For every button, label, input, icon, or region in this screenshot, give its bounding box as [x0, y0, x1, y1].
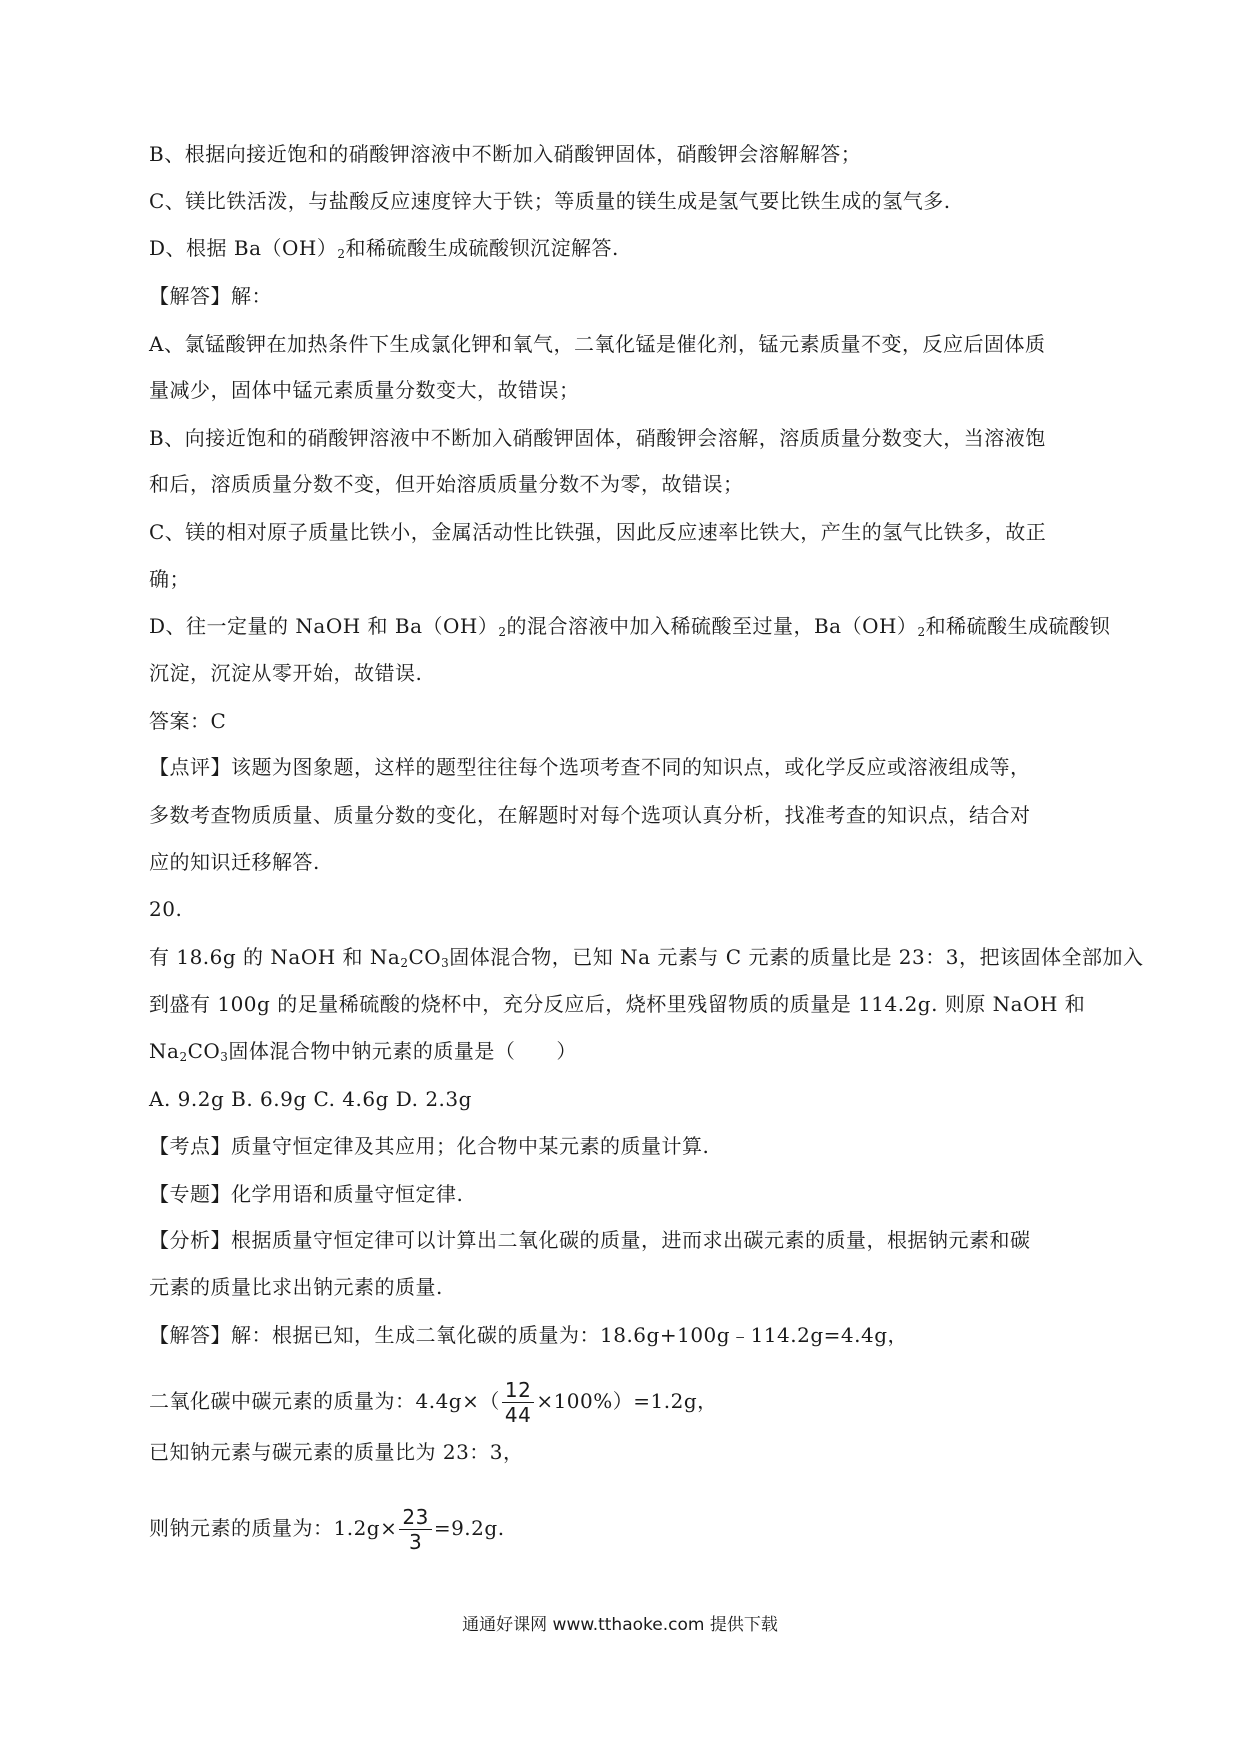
question-number: 20. [149, 897, 183, 921]
solution-heading: 【解答】解： [149, 284, 272, 308]
question-line3: $Na_2CO_3$固体混合物中钠元素的质量是（ ） [149, 1039, 577, 1064]
topic: 【专题】化学用语和质量守恒定律. [149, 1182, 464, 1206]
question-line2: 到盛有 100g 的足量稀硫酸的烧杯中，充分反应后，烧杯里残留物质的质量是 114.2g. 则原 NaOH 和 [149, 992, 1086, 1016]
solution-c-line1: C、镁的相对原子质量比铁小，金属活动性比铁强，因此反应速率比铁大，产生的氢气比铁多，故正 [149, 520, 1047, 544]
question-line1: 有 18.6g 的 NaOH 和 $Na_2CO_3$固体混合物，已知 Na 元素与 C 元素的质量比是 23：3，把该固体全部加入 [149, 945, 1144, 970]
question-options: A. 9.2g B. 6.9g C. 4.6g D. 2.3g [149, 1087, 472, 1111]
solution-line4: 则钠元素的质量为：1.2g× $\frac{23}{3}$ =9.2g. [149, 1505, 505, 1554]
solution-a-line1: A、氯锰酸钾在加热条件下生成氯化钾和氧气，二氧化锰是催化剂，锰元素质量不变，反应后固体质 [149, 332, 1046, 356]
solution-a-line2: 量减少，固体中锰元素质量分数变大，故错误； [149, 378, 580, 402]
comment-line3: 应的知识迁移解答. [149, 850, 320, 874]
solution-line2: 二氧化碳中碳元素的质量为：4.4g×（ $\frac{12}{44}$ ×100%）=1.2g， [149, 1378, 718, 1427]
analysis-d: D、根据 $Ba(OH)_2$和稀硫酸生成硫酸钡沉淀解答. [149, 236, 619, 261]
analysis-c: C、镁比铁活泼，与盐酸反应速度锌大于铁；等质量的镁生成是氢气要比铁生成的氢气多. [149, 189, 951, 213]
analysis-line1: 【分析】根据质量守恒定律可以计算出二氧化碳的质量，进而求出碳元素的质量，根据钠元素和碳 [149, 1228, 1031, 1252]
answer: 答案：C [149, 709, 227, 733]
solution-line1: 【解答】解：根据已知，生成二氧化碳的质量为：18.6g+100g﹣114.2g=4.4g， [149, 1323, 908, 1347]
solution-b-line1: B、向接近饱和的硝酸钾溶液中不断加入硝酸钾固体，硝酸钾会溶解，溶质质量分数变大，当溶液饱 [149, 426, 1046, 450]
solution-c-line2: 确； [149, 567, 190, 591]
comment-line2: 多数考查物质质量、质量分数的变化，在解题时对每个选项认真分析，找准考查的知识点，结合对 [149, 803, 1031, 827]
solution-d-line1: D、往一定量的 NaOH 和 $Ba(OH)_2$的混合溶液中加入稀硫酸至过量，$Ba(OH)_2$和稀硫酸生成硫酸钡 [149, 614, 1111, 639]
analysis-b: B、根据向接近饱和的硝酸钾溶液中不断加入硝酸钾固体，硝酸钾会溶解解答； [149, 142, 862, 166]
fraction-23-3: $\frac{23}{3}$ [399, 1505, 431, 1554]
solution-line3: 已知钠元素与碳元素的质量比为 23：3， [149, 1440, 524, 1464]
comment-line1: 【点评】该题为图象题，这样的题型往往每个选项考查不同的知识点，或化学反应或溶液组成等， [149, 755, 1031, 779]
page-footer: 通通好课网 www.tthaoke.com 提供下载 [462, 1615, 778, 1635]
analysis-line2: 元素的质量比求出钠元素的质量. [149, 1275, 443, 1299]
solution-b-line2: 和后，溶质质量分数不变，但开始溶质质量分数不为零，故错误； [149, 472, 744, 496]
exam-point: 【考点】质量守恒定律及其应用；化合物中某元素的质量计算. [149, 1134, 710, 1158]
fraction-12-44: $\frac{12}{44}$ [502, 1378, 534, 1427]
solution-d-line2: 沉淀，沉淀从零开始，故错误. [149, 661, 423, 685]
